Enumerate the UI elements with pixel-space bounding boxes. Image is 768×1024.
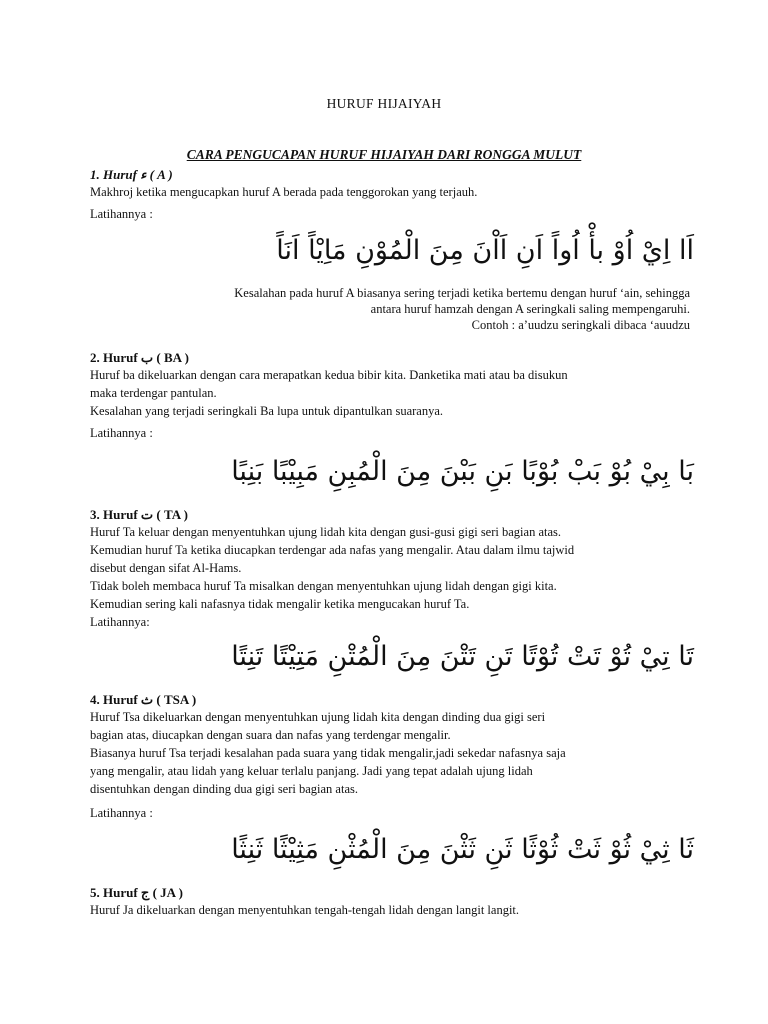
section-text-line: Tidak boleh membaca huruf Ta misalkan dengan menyentuhkan ujung lidah dengan gigi kita. xyxy=(90,579,557,593)
section-text-line: Biasanya huruf Tsa terjadi kesalahan pada suara yang tidak mengalir,jadi sekedar nafasnya saja xyxy=(90,746,566,760)
page-title: HURUF HIJAIYAH xyxy=(326,96,442,111)
section-heading: 2. Huruf ب ( BA ) xyxy=(90,350,189,365)
section-text-line: Huruf Ta keluar dengan menyentuhkan ujung lidah kita dengan gusi-gusi gigi seri bagian atas. xyxy=(90,525,561,539)
page-subtitle: CARA PENGUCAPAN HURUF HIJAIYAH DARI RONGGA MULUT xyxy=(186,147,582,162)
latihan-label: Latihannya : xyxy=(90,426,153,440)
section-text-line: yang mengalir, atau lidah yang keluar terlalu panjang. Jadi yang tepat adalah ujung lidah xyxy=(90,764,533,778)
note-line: antara huruf hamzah dengan A seringkali saling mempengaruhi. xyxy=(370,302,690,316)
section-text-line: disebut dengan sifat Al-Hams. xyxy=(90,561,242,575)
section-heading: 1. Huruf ء ( A ) xyxy=(90,167,173,182)
section-huruf-ja xyxy=(90,884,690,919)
section-heading: 5. Huruf ج ( JA ) xyxy=(90,885,183,900)
section-text-line: Makhroj ketika mengucapkan huruf A berada pada tenggorokan yang terjauh. xyxy=(90,185,478,199)
section-text-line: disentuhkan dengan dinding dua gigi seri bagian atas. xyxy=(90,782,358,796)
section-text-line: maka terdengar pantulan. xyxy=(90,386,217,400)
note-line: Contoh : a’uudzu seringkali dibaca ‘auudzu xyxy=(471,318,690,332)
section-text-line: Huruf Ja dikeluarkan dengan menyentuhkan tengah-tengah lidah dengan langit langit. xyxy=(90,903,520,917)
section-text-line: Kemudian sering kali nafasnya tidak mengalir ketika mengucakan huruf Ta. xyxy=(90,597,470,611)
section-text-line: Kemudian huruf Ta ketika diucapkan terdengar ada nafas yang mengalir. Atau dalam ilmu tajwid xyxy=(90,543,575,557)
arabic-practice-text: اَا اِيْ اُوْ بأْ اُواً اَنِ اَاْنَ مِنَ الْمُوْنِ مَاِيْاً اَنَاً xyxy=(276,235,694,266)
section-text-line: Huruf Tsa dikeluarkan dengan menyentuhkan ujung lidah kita dengan dinding dua gigi seri xyxy=(90,710,546,724)
latihan-label: Latihannya : xyxy=(90,207,153,221)
note-line: Kesalahan pada huruf A biasanya sering terjadi ketika bertemu dengan huruf ‘ain, sehingga xyxy=(234,286,690,300)
section-heading: 3. Huruf ت ( TA ) xyxy=(90,507,188,522)
section-huruf-tsa xyxy=(90,691,694,872)
arabic-practice-text: ثَا ثِيْ ثُوْ ثَتْ ثُوْثًا ثَنِ ثَثْنَ مِنَ الْمُثْنِ مَثِيْثًا ثَنِثًا xyxy=(231,834,694,865)
section-text-line: bagian atas, diucapkan dengan suara dan nafas yang terdengar mengalir. xyxy=(90,728,451,742)
section-huruf-ta xyxy=(90,506,694,679)
section-text-line: Kesalahan yang terjadi seringkali Ba lupa untuk dipantulkan suaranya. xyxy=(90,404,444,418)
section-heading: 4. Huruf ث ( TSA ) xyxy=(90,692,197,707)
section-text-line: Huruf ba dikeluarkan dengan cara merapatkan kedua bibir kita. Danketika mati atau ba disukun xyxy=(90,368,568,382)
arabic-practice-text: تَا تِيْ تُوْ تَتْ تُوْتًا تَنِ تَتْنَ مِنَ الْمُتْنِ مَتِيْتًا تَنِتًا xyxy=(231,641,694,672)
arabic-practice-text: بَا بِيْ بُوْ بَبْ بُوْبًا بَنِ بَبْنَ مِنَ الْمُبِنِ مَبِيْبًا بَنِبًا xyxy=(231,456,694,487)
section-huruf-ba xyxy=(90,349,694,494)
latihan-label: Latihannya : xyxy=(90,806,153,820)
section-huruf-a xyxy=(90,166,694,333)
latihan-label: Latihannya: xyxy=(90,615,150,629)
